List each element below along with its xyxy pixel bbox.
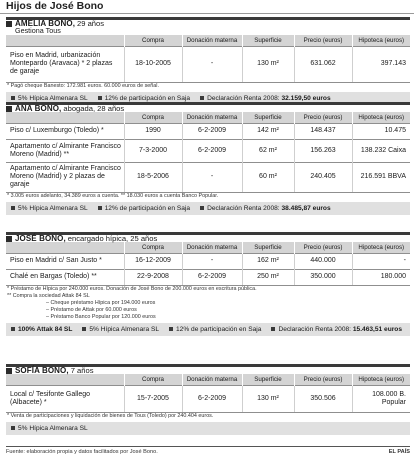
table-row [6, 385, 410, 412]
column-header: Donación materna [182, 242, 242, 253]
column-header: Donación materna [182, 35, 242, 46]
donacion-cell: 6-2-2009 [182, 139, 242, 162]
column-header [6, 242, 124, 253]
table-header-row [6, 374, 410, 385]
holding-tag [98, 205, 190, 212]
superficie-cell: 60 m² [242, 162, 294, 192]
person-section [6, 17, 410, 105]
column-header: Hipoteca (euros) [352, 374, 410, 385]
table-header-row [6, 112, 410, 123]
holding-text: 12% de participación en Saja [104, 204, 191, 212]
footnote: * Venta de participaciones y liquidación de bienes de Tous (Toledo) por 240.404 euros. [7, 412, 214, 419]
property-cell: Chalé en Bargas (Toledo) ** [6, 269, 124, 285]
person-header [6, 364, 410, 374]
column-header: Superficie [242, 112, 294, 123]
compra-cell: 15-7-2005 [124, 385, 182, 412]
holding-tag [11, 326, 72, 333]
holding-tag [169, 326, 261, 333]
holding-text: 5% Hípica Almenara SL [89, 325, 160, 333]
person-section [6, 364, 410, 435]
table-row [6, 269, 410, 285]
footnote: * 3.005 euros adelanto, 34.389 euros a cuenta. ** 18.030 euros a cuenta Banco Popular. [7, 192, 219, 199]
table-row [6, 162, 410, 192]
precio-cell: 631.062 [294, 46, 352, 82]
superficie-cell: 142 m² [242, 123, 294, 139]
table-header-row [6, 242, 410, 253]
column-header: Precio (euros) [294, 374, 352, 385]
column-header: Superficie [242, 242, 294, 253]
hipoteca-cell: 397.143 [352, 46, 410, 82]
property-cell: Piso en Madrid, urbanización Montepardo (Aravaca) * 2 plazas de garaje [6, 46, 124, 82]
person-name: JOSÉ BONO, [15, 234, 66, 243]
column-header: Compra [124, 242, 182, 253]
bullet-icon [271, 327, 275, 331]
square-marker-icon [6, 106, 12, 112]
hipoteca-cell: 10.475 [352, 123, 410, 139]
column-header: Hipoteca (euros) [352, 242, 410, 253]
person-name: ANA BONO, [15, 104, 62, 113]
precio-cell: 440.000 [294, 253, 352, 269]
property-cell: Piso en Madrid c/ San Justo * [6, 253, 124, 269]
column-header: Compra [124, 35, 182, 46]
column-header: Compra [124, 112, 182, 123]
bullet-icon [200, 206, 204, 210]
footer [6, 446, 410, 456]
person-name: SOFÍA BONO, [15, 366, 69, 375]
person-header [6, 102, 410, 112]
person-header [6, 232, 410, 242]
holding-tag [11, 95, 88, 102]
bullet-icon [11, 327, 15, 331]
holding-tag [271, 326, 402, 333]
holding-text: 100% Attak 84 SL [18, 325, 73, 333]
footnote: – Préstamo de Attak por 60.000 euros [46, 306, 137, 313]
superficie-cell: 250 m² [242, 269, 294, 285]
table-row [6, 253, 410, 269]
property-cell: Local c/ Tesifonte Gallego (Albacete) * [6, 385, 124, 412]
square-marker-icon [6, 236, 12, 242]
column-header: Superficie [242, 374, 294, 385]
property-cell: Piso c/ Luxemburgo (Toledo) * [6, 123, 124, 139]
person-header [6, 17, 410, 27]
column-header: Precio (euros) [294, 35, 352, 46]
column-header: Hipoteca (euros) [352, 35, 410, 46]
compra-cell: 1990 [124, 123, 182, 139]
hipoteca-cell: 138.232 Caixa [352, 139, 410, 162]
holding-text: 5% Hípica Almenara SL [18, 424, 88, 432]
precio-cell: 240.405 [294, 162, 352, 192]
person-section [6, 232, 410, 336]
property-table [6, 374, 410, 413]
superficie-cell: 130 m² [242, 385, 294, 412]
superficie-cell: 62 m² [242, 139, 294, 162]
title-bar [0, 0, 414, 14]
holding-text: 5% Hípica Almenara SL [18, 94, 88, 102]
donacion-cell: - [182, 162, 242, 192]
person-subtitle: Gestiona Tous [15, 26, 61, 35]
precio-cell: 350.506 [294, 385, 352, 412]
holding-tag [82, 326, 159, 333]
holding-tag [200, 205, 331, 212]
page-title: Hijos de José Bono [6, 0, 104, 12]
hipoteca-cell: 180.000 [352, 269, 410, 285]
donacion-cell: 6-2-2009 [182, 385, 242, 412]
person-description: 29 años [77, 19, 105, 28]
footer-brand: EL PAÍS [388, 449, 410, 455]
compra-cell: 18-10-2005 [124, 46, 182, 82]
column-header: Compra [124, 374, 182, 385]
table-row [6, 123, 410, 139]
superficie-cell: 130 m² [242, 46, 294, 82]
bullet-icon [11, 206, 15, 210]
footnote: ** Compra la sociedad Attak 84 SL [7, 292, 90, 299]
holding-tag [200, 95, 331, 102]
superficie-cell: 162 m² [242, 253, 294, 269]
holding-text: Declaración Renta 2008: 38.485,87 euros [207, 204, 331, 212]
compra-cell: 18-5-2006 [124, 162, 182, 192]
bullet-icon [98, 206, 102, 210]
table-header-row [6, 35, 410, 46]
bullet-icon [169, 327, 173, 331]
property-table [6, 242, 410, 286]
square-marker-icon [6, 368, 12, 374]
person-description: encargado hípica, 25 años [67, 234, 158, 243]
property-cell: Apartamento c/ Almirante Francisco Moreno (Madrid) y 2 plazas de garaje [6, 162, 124, 192]
person-section [6, 102, 410, 215]
footnote: * Préstamo de Hípica por 240.000 euros. Donación de José Bono de 200.000 euros en escritura pública. [7, 285, 257, 292]
donacion-cell: - [182, 253, 242, 269]
footnote: * Pagó cheque Banesto: 172.981 euros. 60.000 euros de señal. [7, 82, 159, 89]
hipoteca-cell: 108.000 B. Popular [352, 385, 410, 412]
holding-text: Declaración Renta 2008: 15.463,51 euros [278, 325, 402, 333]
column-header: Superficie [242, 35, 294, 46]
person-description: 7 años [70, 366, 94, 375]
column-header [6, 374, 124, 385]
precio-cell: 156.263 [294, 139, 352, 162]
column-header: Donación materna [182, 112, 242, 123]
precio-cell: 148.437 [294, 123, 352, 139]
precio-cell: 350.000 [294, 269, 352, 285]
compra-cell: 7-3-2000 [124, 139, 182, 162]
property-cell: Apartamento c/ Almirante Francisco Moreno (Madrid) ** [6, 139, 124, 162]
donacion-cell: - [182, 46, 242, 82]
person-name: AMELIA BONO, [15, 19, 76, 28]
column-header [6, 112, 124, 123]
property-table [6, 35, 410, 83]
property-table [6, 112, 410, 193]
table-row [6, 139, 410, 162]
holding-text: 5% Hípica Almenara SL [18, 204, 88, 212]
holdings-bar [6, 323, 410, 336]
donacion-cell: 6-2-2009 [182, 269, 242, 285]
footnote: – Préstamo Banco Popular por 120.000 euros [46, 313, 156, 320]
column-header: Precio (euros) [294, 112, 352, 123]
holding-text: 12% de participación en Saja [176, 325, 262, 333]
holdings-bar [6, 422, 410, 435]
footer-source: Fuente: elaboración propia y datos facilitados por José Bono. [6, 449, 158, 455]
donacion-cell: 6-2-2009 [182, 123, 242, 139]
compra-cell: 22-9-2008 [124, 269, 182, 285]
holding-text: Declaración Renta 2008: 32.159,50 euros [207, 94, 331, 102]
person-description: abogada, 28 años [63, 104, 125, 113]
holding-tag [98, 95, 190, 102]
column-header [6, 35, 124, 46]
holding-tag [11, 205, 88, 212]
bullet-icon [11, 426, 15, 430]
column-header: Precio (euros) [294, 242, 352, 253]
bullet-icon [11, 96, 15, 100]
table-row [6, 46, 410, 82]
holdings-bar [6, 202, 410, 215]
column-header: Donación materna [182, 374, 242, 385]
holding-text: 12% de participación en Saja [104, 94, 191, 102]
hipoteca-cell: - [352, 253, 410, 269]
footnote: – Cheque préstamo Hípica por 194.000 euros [46, 299, 156, 306]
bullet-icon [200, 96, 204, 100]
bullet-icon [98, 96, 102, 100]
column-header: Hipoteca (euros) [352, 112, 410, 123]
bullet-icon [82, 327, 86, 331]
holding-tag [11, 425, 88, 432]
compra-cell: 16-12-2009 [124, 253, 182, 269]
square-marker-icon [6, 21, 12, 27]
hipoteca-cell: 216.591 BBVA [352, 162, 410, 192]
